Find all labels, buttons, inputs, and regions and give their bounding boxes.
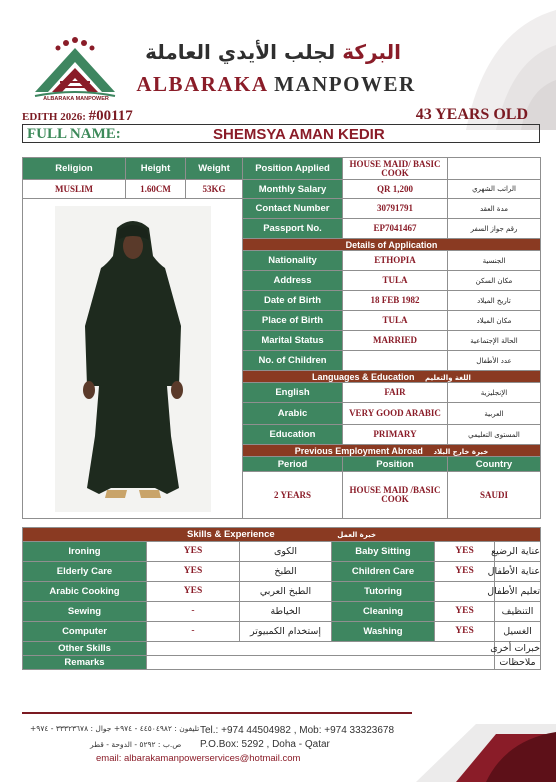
country-header: Country <box>448 457 541 472</box>
address-arabic: مكان السكن <box>448 271 541 291</box>
skill-elderly-care-label: Elderly Care <box>23 562 147 582</box>
skill-children-care-label: Children Care <box>332 562 435 582</box>
passport-arabic: رقم جواز السفر <box>448 219 541 239</box>
footer-divider <box>22 712 412 714</box>
arabic-label: Arabic <box>243 403 343 425</box>
contact-number-arabic: مدة العقد <box>448 199 541 219</box>
photo-cell <box>23 199 243 519</box>
edition-label: EDITH 2026: <box>22 111 86 123</box>
dob-arabic: تاريخ الميلاد <box>448 291 541 311</box>
applicant-figure-icon <box>55 206 211 512</box>
edition-line <box>22 108 133 125</box>
remarks-label: Remarks <box>23 656 147 670</box>
skills-section-header <box>23 528 541 542</box>
full-name-bar <box>22 124 540 143</box>
monthly-salary-label: Monthly Salary <box>243 180 343 199</box>
arabic-value: VERY GOOD ARABIC <box>343 403 448 425</box>
skill-computer-label: Computer <box>23 622 147 642</box>
height-header: Height <box>126 158 186 180</box>
place-of-birth-value: TULA <box>343 311 448 331</box>
details-table <box>22 157 541 519</box>
full-name-value: SHEMSYA AMAN KEDIR <box>213 126 385 143</box>
emp-position-header: Position <box>343 457 448 472</box>
remarks-value <box>147 656 495 670</box>
footer-arabic-address: ص.ب : ٥٢٩٢ - الدوحة - قطر <box>90 740 182 749</box>
skill-cleaning-value: YES <box>435 602 495 622</box>
period-header: Period <box>243 457 343 472</box>
skill-washing-value: YES <box>435 622 495 642</box>
contact-number-label: Contact Number <box>243 199 343 219</box>
skill-tutoring-value <box>435 582 495 602</box>
employment-country-value: SAUDI <box>448 472 541 519</box>
age-text: 43 YEARS OLD <box>415 106 528 123</box>
religion-value: MUSLIM <box>23 180 126 199</box>
skill-cleaning-label: Cleaning <box>332 602 435 622</box>
skill-tutoring-label: Tutoring <box>332 582 435 602</box>
children-label: No. of Children <box>243 351 343 371</box>
position-applied-value: HOUSE MAID/ BASIC COOK <box>343 158 448 180</box>
other-skills-arabic: خبرات أخرى <box>490 643 541 654</box>
logo-caption: ALBARAKA MANPOWER <box>43 96 109 102</box>
height-value: 1.60CM <box>126 180 186 199</box>
education-label: Education <box>243 425 343 445</box>
arabic-title-accent: البركة <box>342 40 401 64</box>
skill-arabic-cooking-arabic: الطبخ العربي <box>240 582 332 602</box>
marital-status-value: MARRIED <box>343 331 448 351</box>
arabic-arabic: العربية <box>448 403 541 425</box>
skill-children-care-value: YES <box>435 562 495 582</box>
arabic-company-title <box>128 40 418 64</box>
marital-status-label: Marital Status <box>243 331 343 351</box>
english-company-title <box>126 72 426 97</box>
skill-sewing-label: Sewing <box>23 602 147 622</box>
children-arabic: عدد الأطفال <box>448 351 541 371</box>
address-value: TULA <box>343 271 448 291</box>
nationality-arabic: الجنسية <box>448 251 541 271</box>
footer-phone: Tel.: +974 44504982 , Mob: +974 33323678 <box>200 725 395 736</box>
skill-computer-arabic: إستخدام الكمبيوتر <box>240 622 332 642</box>
full-name-label: FULL NAME: <box>27 126 121 142</box>
skill-baby-sitting-arabic: عناية الرضيع <box>495 542 541 562</box>
monthly-salary-arabic: الراتب الشهري <box>448 180 541 199</box>
languages-section-title: Languages & Education <box>312 371 415 382</box>
arabic-title-rest: لجلب الأيدي العاملة <box>145 40 336 64</box>
weight-value: 53KG <box>186 180 243 199</box>
remarks-arabic: ملاحظات <box>495 656 541 670</box>
nationality-value: ETHOPIA <box>343 251 448 271</box>
skill-computer-value: - <box>147 622 240 642</box>
skill-baby-sitting-value: YES <box>435 542 495 562</box>
languages-section-header <box>243 371 541 383</box>
skill-ironing-arabic: الكوى <box>240 542 332 562</box>
skill-ironing-value: YES <box>147 542 240 562</box>
skill-elderly-care-value: YES <box>147 562 240 582</box>
place-of-birth-arabic: مكان الميلاد <box>448 311 541 331</box>
dob-label: Date of Birth <box>243 291 343 311</box>
passport-label: Passport No. <box>243 219 343 239</box>
application-section-header: Details of Application <box>243 239 541 251</box>
skill-baby-sitting-label: Baby Sitting <box>332 542 435 562</box>
position-applied-label: Position Applied <box>243 158 343 180</box>
albaraka-logo-icon <box>30 30 120 106</box>
skill-children-care-arabic: عناية الأطفال <box>495 562 541 582</box>
monthly-salary-value: QR 1,200 <box>343 180 448 199</box>
employment-section-title: Previous Employment Abroad <box>294 445 423 456</box>
employment-period-value: 2 YEARS <box>243 472 343 519</box>
address-label: Address <box>243 271 343 291</box>
footer-email-link[interactable]: email: albarakamanpowerservices@hotmail.com <box>96 753 301 764</box>
employment-section-arabic: خبرة خارج البلاد <box>433 447 489 456</box>
education-arabic: المستوى التعليمي <box>448 425 541 445</box>
skills-section-arabic: خبرة العمل <box>337 531 377 539</box>
decorative-arches-bottom <box>416 704 556 782</box>
education-value: PRIMARY <box>343 425 448 445</box>
skill-sewing-value: - <box>147 602 240 622</box>
footer-address: P.O.Box: 5292 , Doha - Qatar <box>200 739 330 750</box>
weight-header: Weight <box>186 158 243 180</box>
applicant-photo <box>55 206 211 512</box>
skill-washing-arabic: الغسيل <box>495 622 541 642</box>
skill-tutoring-arabic: تعليم الأطفال <box>495 582 541 602</box>
nationality-label: Nationality <box>243 251 343 271</box>
other-skills-label: Other Skills <box>23 642 147 656</box>
religion-header: Religion <box>23 158 126 180</box>
skill-sewing-arabic: الخياطة <box>240 602 332 622</box>
skill-arabic-cooking-value: YES <box>147 582 240 602</box>
footer-arabic-phone: تليفون : ٤٤٥٠٤٩٨٢ - ٩٧٤+ جوال : ٣٣٣٢٣٦٧٨ - ٩٧٤+ <box>30 724 200 733</box>
skill-cleaning-arabic: التنظيف <box>495 602 541 622</box>
employment-position-value: HOUSE MAID /BASIC COOK <box>343 472 448 519</box>
skill-arabic-cooking-label: Arabic Cooking <box>23 582 147 602</box>
skill-ironing-label: Ironing <box>23 542 147 562</box>
marital-status-arabic: الحالة الإجتماعية <box>448 331 541 351</box>
contact-number-value: 30791791 <box>343 199 448 219</box>
skills-section-title: Skills & Experience <box>186 529 275 540</box>
skill-elderly-care-arabic: الطبخ <box>240 562 332 582</box>
skills-table <box>22 527 541 670</box>
languages-section-arabic: اللغة والتعليم <box>425 373 471 382</box>
other-skills-value <box>147 642 495 656</box>
english-label: English <box>243 383 343 403</box>
skill-washing-label: Washing <box>332 622 435 642</box>
place-of-birth-label: Place of Birth <box>243 311 343 331</box>
english-value: FAIR <box>343 383 448 403</box>
dob-value: 18 FEB 1982 <box>343 291 448 311</box>
children-value <box>343 351 448 371</box>
edition-number: #00117 <box>88 108 133 124</box>
passport-value: EP7041467 <box>343 219 448 239</box>
english-title-rest: MANPOWER <box>274 72 416 96</box>
english-arabic: الإنجليزية <box>448 383 541 403</box>
english-title-accent: ALBARAKA <box>136 72 268 96</box>
employment-section-header <box>243 445 541 457</box>
position-arabic-cell <box>448 158 541 180</box>
